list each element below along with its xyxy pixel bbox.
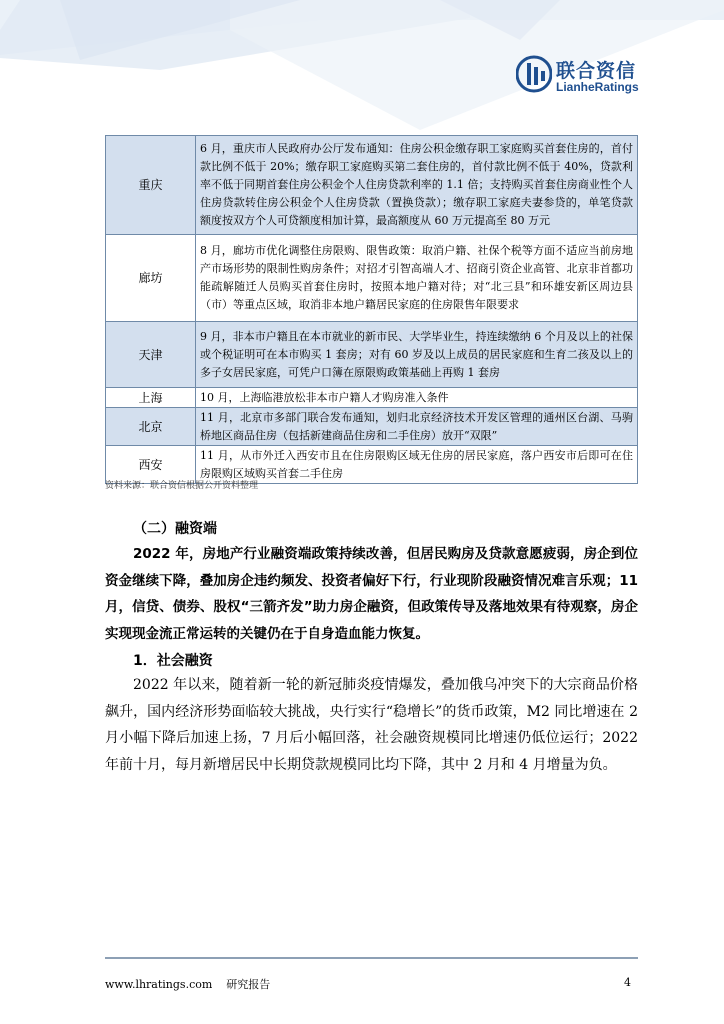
section-title: （二）融资端 bbox=[133, 521, 217, 537]
policy-cell: 8 月，廊坊市优化调整住房限购、限售政策：取消户籍、社保个税等方面不适应当前房地产市场形势的限制性购房条件；对招才引智高端人才、招商引资企业高管、北京非首都功能疏解随迁人员购买首套住房时，按照本地户籍对待；对“北三县”和环雄安新区周边县（市）等重点区域，取消非本地户籍居民家庭的住房限售年限要求 bbox=[196, 235, 638, 322]
footer-left bbox=[105, 976, 270, 992]
policy-cell: 11 月，从市外迁入西安市且在住房限购区域无住房的居民家庭，落户西安市后即可在住房限购区域购买首套二手住房 bbox=[196, 446, 638, 484]
table-row bbox=[106, 408, 638, 446]
lianhe-logo-icon bbox=[516, 54, 552, 94]
page-number: 4 bbox=[624, 976, 631, 989]
logo-chinese-name: 联合资信 bbox=[556, 60, 637, 82]
table-row bbox=[106, 322, 638, 388]
city-cell: 重庆 bbox=[106, 136, 196, 235]
city-cell: 上海 bbox=[106, 388, 196, 408]
company-logo bbox=[516, 54, 646, 98]
policy-cell: 9 月，非本市户籍且在本市就业的新市民、大学毕业生，持连续缴纳 6 个月及以上的社保或个税证明可在本市购买 1 套房；对有 60 岁及以上成员的居民家庭和生育二孩及以上的多子女居民家庭，可凭户口簿在原限购政策基础上再购 1 套房 bbox=[196, 322, 638, 388]
table-row bbox=[106, 235, 638, 322]
footer-report-type: 研究报告 bbox=[226, 978, 271, 991]
city-cell: 廊坊 bbox=[106, 235, 196, 322]
table-row bbox=[106, 388, 638, 408]
subsection-title: 1．社会融资 bbox=[133, 653, 213, 669]
city-cell: 西安 bbox=[106, 446, 196, 484]
policy-cell: 6 月，重庆市人民政府办公厅发布通知：住房公积金缴存职工家庭购买首套住房的，首付款比例不低于 20%；缴存职工家庭购买第二套住房的，首付款比例不低于 40%，贷款利率不低于同期首套住房公积金个人住房贷款利率的 1.1 倍；支持购买首套住房商业性个人住房贷款转住房公积金个人住房贷款（置换贷款）；缴存职工家庭夫妻参贷的，单笔贷款额度按双方个人可贷额度相加计算，最高额度从 60 万元提高至 80 万元 bbox=[196, 136, 638, 235]
city-cell: 北京 bbox=[106, 408, 196, 446]
housing-policy-table bbox=[105, 135, 638, 484]
footer-website: www.lhratings.com bbox=[105, 978, 213, 991]
city-cell: 天津 bbox=[106, 322, 196, 388]
footer-divider bbox=[105, 957, 638, 959]
section-summary: 2022 年，房地产行业融资端政策持续改善，但居民购房及贷款意愿疲弱，房企到位资金继续下降，叠加房企违约频发、投资者偏好下行，行业现阶段融资情况难言乐观；11 月，信贷、债券、股权“三箭齐发”助力房企融资，但政策传导及落地效果有待观察，房企实现现金流正常运转的关键仍在于自身造血能力恢复。 bbox=[105, 546, 638, 642]
table-row bbox=[106, 136, 638, 235]
policy-cell: 10 月，上海临港放松非本市户籍人才购房准入条件 bbox=[196, 388, 638, 408]
table-source-note: 资料来源：联合资信根据公开资料整理 bbox=[105, 481, 259, 491]
policy-cell: 11 月，北京市多部门联合发布通知，划归北京经济技术开发区管理的通州区台湖、马驹桥地区商品住房（包括新建商品住房和二手住房）放开“双限” bbox=[196, 408, 638, 446]
logo-english-name: LianheRatings bbox=[556, 80, 639, 94]
body-paragraph: 2022 年以来，随着新一轮的新冠肺炎疫情爆发，叠加俄乌冲突下的大宗商品价格飙升，国内经济形势面临较大挑战，央行实行“稳增长”的货币政策，M2 同比增速在 2 月小幅下降后加速上扬，7 月后小幅回落，社会融资规模同比增速仍低位运行；2022 年前十月，每月新增居民中长期贷款规模同比均下降，其中 2 月和 4 月增量为负。 bbox=[105, 677, 638, 773]
